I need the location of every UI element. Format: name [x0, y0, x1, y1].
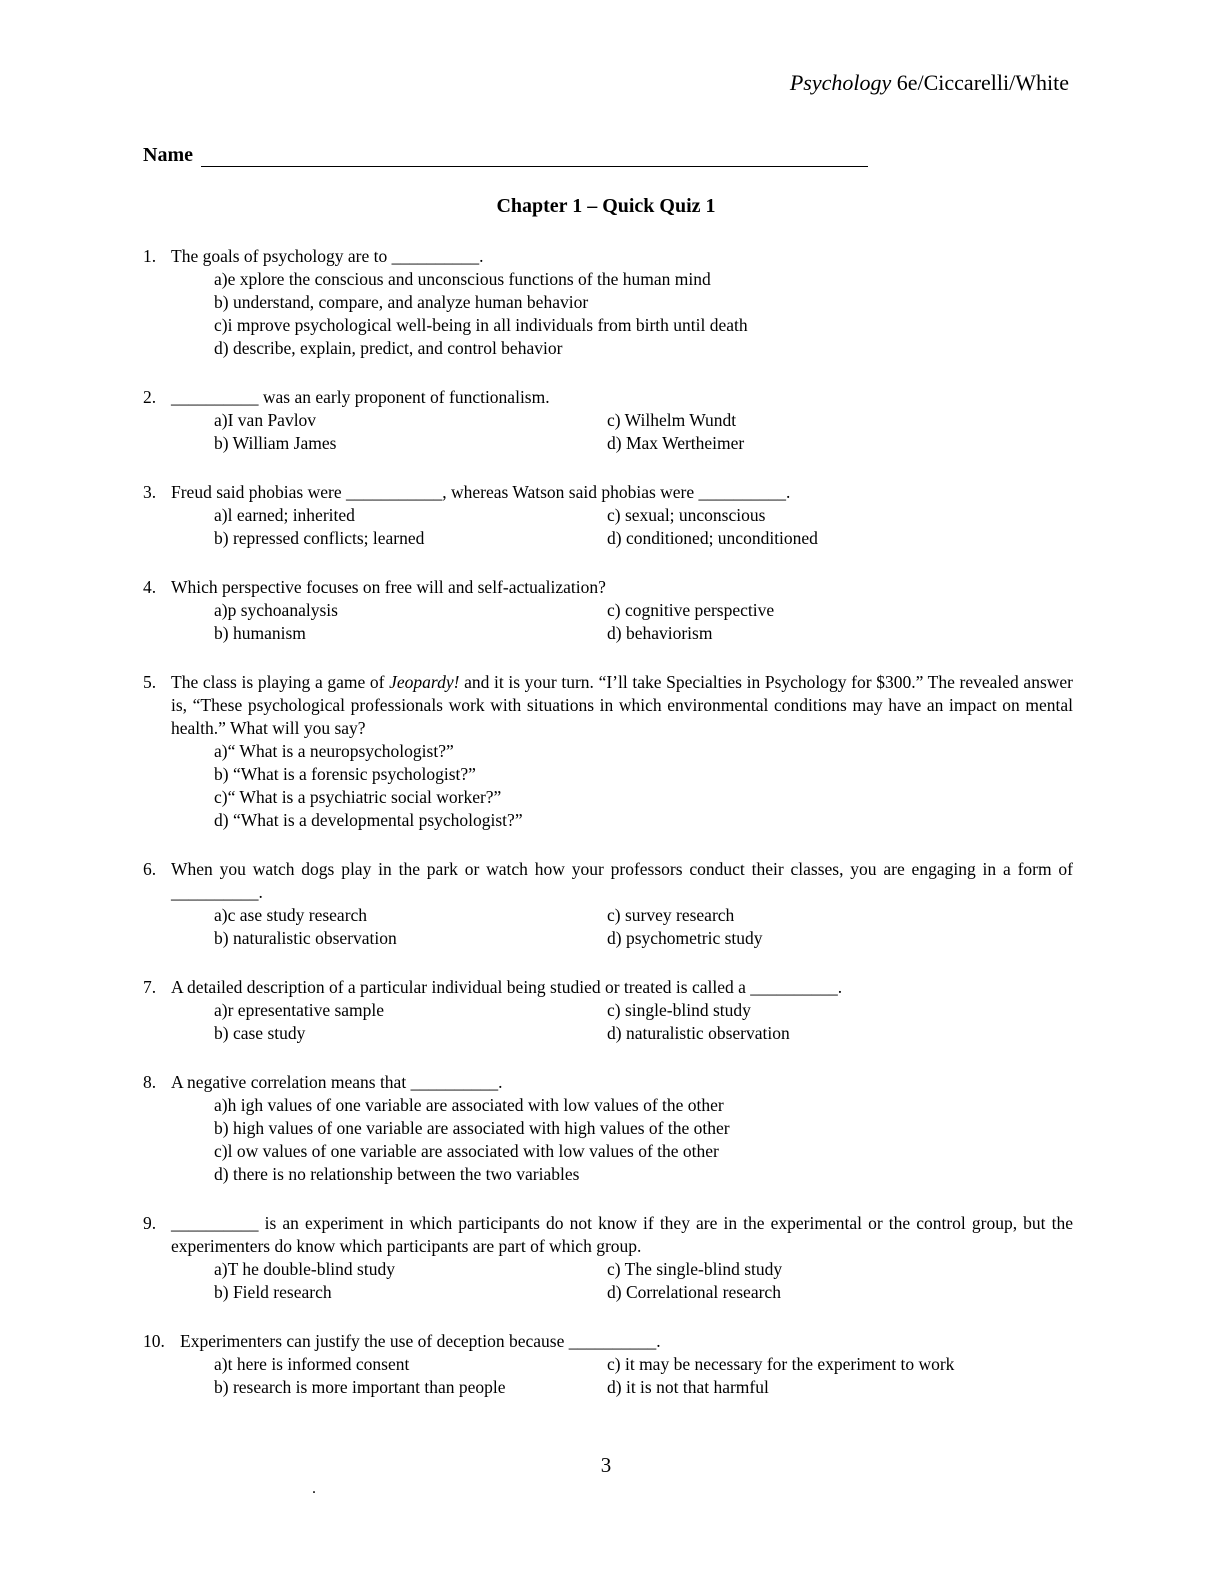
question-stem	[143, 1330, 1073, 1353]
quiz-questions	[143, 245, 1073, 1425]
question	[143, 1212, 1073, 1304]
answer-options	[214, 409, 1073, 455]
running-header	[790, 70, 1069, 96]
question-number: 9.	[143, 1213, 157, 1233]
answer-option: a)p sychoanalysis	[214, 600, 338, 620]
answer-options	[214, 268, 1073, 360]
name-blank-line[interactable]	[201, 146, 868, 167]
answer-option: d) there is no relationship between the two variables	[214, 1164, 580, 1184]
answer-options	[214, 904, 1073, 950]
answer-option: b) understand, compare, and analyze human behavior	[214, 292, 589, 312]
question	[143, 1330, 1073, 1399]
question-stem	[143, 386, 1073, 409]
answer-option: c)“ What is a psychiatric social worker?”	[214, 787, 502, 807]
question-stem	[143, 1212, 1073, 1258]
question-text	[171, 1071, 1073, 1094]
question-number: 5.	[143, 672, 157, 692]
question-text	[171, 386, 1073, 409]
question-text-part: The class is playing a game of	[171, 672, 390, 692]
answer-options	[214, 999, 1073, 1045]
answer-option: c) sexual; unconscious	[607, 505, 766, 525]
question-number: 10.	[143, 1331, 165, 1351]
question-number: 7.	[143, 977, 157, 997]
question-stem	[143, 1071, 1073, 1094]
question-stem	[143, 671, 1073, 740]
question-text	[171, 858, 1073, 904]
question-text-part: Freud said phobias were ___________, whereas Watson said phobias were __________.	[171, 482, 791, 502]
question-number: 4.	[143, 577, 157, 597]
answer-option: c) survey research	[607, 905, 735, 925]
question-stem	[143, 245, 1073, 268]
answer-option: c)i mprove psychological well-being in all individuals from birth until death	[214, 315, 748, 335]
page-title: Chapter 1 – Quick Quiz 1	[496, 195, 716, 217]
question	[143, 1071, 1073, 1186]
answer-option: a)l earned; inherited	[214, 505, 355, 525]
question	[143, 858, 1073, 950]
answer-option: b) “What is a forensic psychologist?”	[214, 764, 476, 784]
answer-option: d) “What is a developmental psychologist?”	[214, 810, 523, 830]
answer-option: d) conditioned; unconditioned	[607, 528, 818, 548]
question-number: 2.	[143, 387, 157, 407]
answer-option: b) research is more important than people	[214, 1377, 506, 1397]
book-edition-authors: 6e/Ciccarelli/White	[891, 70, 1069, 95]
answer-option: d) naturalistic observation	[607, 1023, 790, 1043]
answer-option: d) behaviorism	[607, 623, 713, 643]
question-number: 3.	[143, 482, 157, 502]
answer-option: c) Wilhelm Wundt	[607, 410, 737, 430]
question-text	[171, 671, 1073, 740]
answer-option: b) humanism	[214, 623, 306, 643]
answer-option: d) Max Wertheimer	[607, 433, 745, 453]
question-number: 1.	[143, 246, 157, 266]
question-text-part: __________ is an experiment in which participants do not know if they are in the experimental or the control group, but the experimenters do know which participants are part of which group.	[171, 1213, 1073, 1256]
question-number: 8.	[143, 1072, 157, 1092]
answer-option: b) case study	[214, 1023, 306, 1043]
answer-option: c) it may be necessary for the experiment to work	[607, 1354, 955, 1374]
answer-option: c)l ow values of one variable are associated with low values of the other	[214, 1141, 719, 1161]
question	[143, 976, 1073, 1045]
question-stem	[143, 481, 1073, 504]
answer-option: b) naturalistic observation	[214, 928, 397, 948]
question	[143, 671, 1073, 832]
book-title: Psychology	[789, 70, 892, 95]
question-text	[171, 976, 1073, 999]
answer-option: d) psychometric study	[607, 928, 763, 948]
answer-option: d) Correlational research	[607, 1282, 781, 1302]
question-text	[171, 1212, 1073, 1258]
question-stem	[143, 576, 1073, 599]
answer-option: b) high values of one variable are associated with high values of the other	[214, 1118, 730, 1138]
answer-option: c) cognitive perspective	[607, 600, 775, 620]
answer-option: a)c ase study research	[214, 905, 368, 925]
name-field-row	[143, 144, 868, 167]
question-text-part: and it is your turn. “I’ll take Specialties in Psychology for $300.” The revealed answer is, “These psychological professionals work with situations in which environmental conditions may have an impact on mental health.” What will you say?	[171, 672, 1073, 738]
question-text-italic: Jeopardy!	[389, 672, 460, 692]
answer-option: b) Field research	[214, 1282, 332, 1302]
answer-option: a)“ What is a neuropsychologist?”	[214, 741, 454, 761]
answer-option: b) repressed conflicts; learned	[214, 528, 425, 548]
footer-mark: .	[312, 1480, 316, 1497]
question-text-part: __________ was an early proponent of functionalism.	[171, 387, 550, 407]
answer-options	[214, 1094, 1073, 1186]
answer-option: a)e xplore the conscious and unconscious functions of the human mind	[214, 269, 711, 289]
answer-option: b) William James	[214, 433, 337, 453]
answer-option: c) single-blind study	[607, 1000, 751, 1020]
question-text-part: The goals of psychology are to __________.	[171, 246, 484, 266]
question-text	[171, 481, 1073, 504]
question-text	[171, 245, 1073, 268]
question-text-part: Which perspective focuses on free will and self-actualization?	[171, 577, 606, 597]
question-text-part: Experimenters can justify the use of deception because __________.	[180, 1331, 661, 1351]
question	[143, 576, 1073, 645]
question	[143, 245, 1073, 360]
question-text-part: When you watch dogs play in the park or watch how your professors conduct their classes, you are engaging in a form of __________.	[171, 859, 1073, 902]
answer-option: d) describe, explain, predict, and control behavior	[214, 338, 563, 358]
question	[143, 481, 1073, 550]
answer-options	[214, 599, 1073, 645]
question-text	[180, 1330, 1073, 1353]
question-stem	[143, 976, 1073, 999]
question-text	[171, 576, 1073, 599]
answer-option: c) The single-blind study	[607, 1259, 783, 1279]
name-label: Name	[143, 144, 193, 166]
page-number: 3	[600, 1453, 612, 1477]
answer-options	[214, 1258, 1073, 1304]
question-text-part: A negative correlation means that __________.	[171, 1072, 503, 1092]
answer-option: a)r epresentative sample	[214, 1000, 385, 1020]
question	[143, 386, 1073, 455]
question-stem	[143, 858, 1073, 904]
question-text-part: A detailed description of a particular individual being studied or treated is called a __________.	[171, 977, 843, 997]
answer-option: d) it is not that harmful	[607, 1377, 769, 1397]
question-number: 6.	[143, 859, 157, 879]
answer-options	[214, 1353, 1073, 1399]
answer-options	[214, 504, 1073, 550]
answer-option: a)t here is informed consent	[214, 1354, 410, 1374]
answer-option: a)h igh values of one variable are associated with low values of the other	[214, 1095, 724, 1115]
answer-options	[214, 740, 1073, 832]
answer-option: a)I van Pavlov	[214, 410, 317, 430]
answer-option: a)T he double-blind study	[214, 1259, 395, 1279]
